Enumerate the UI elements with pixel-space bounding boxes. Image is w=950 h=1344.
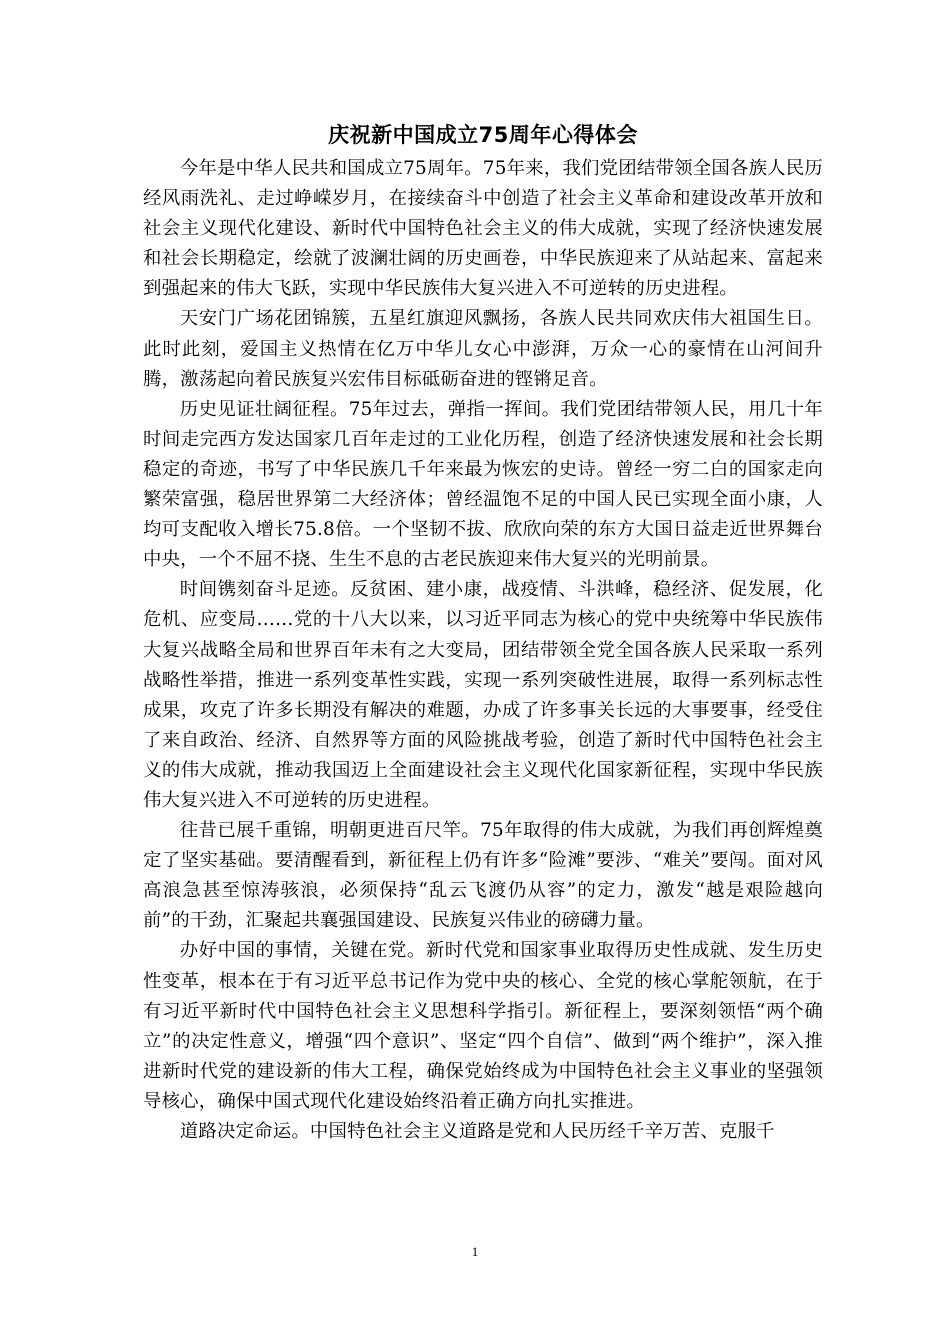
paragraph-6: 办好中国的事情，关键在党。新时代党和国家事业取得历史性成就、发生历史性变革，根本在于有习近平总书记作为党中央的核心、全党的核心掌舵领航，在于有习近平新时代中国特色社会主义思想科学指引。新征程上，要深刻领悟“两个确立”的决定性意义，增强“四个意识”、坚定“四个自信”、做到“两个维护”，深入推进新时代党的建设新的伟大工程，确保党始终成为中国特色社会主义事业的坚强领导核心，确保中国式现代化建设始终沿着正确方向扎实推进。 [143,940,823,1112]
document-body [143,154,823,1147]
paragraph-3: 历史见证壮阔征程。75年过去，弹指一挥间。我们党团结带领人民，用几十年时间走完西方发达国家几百年走过的工业化历程，创造了经济快速发展和社会长期稳定的奇迹，书写了中华民族几千年来最为恢宏的史诗。曾经一穷二白的国家走向繁荣富强，稳居世界第二大经济体；曾经温饱不足的中国人民已实现全面小康，人均可支配收入增长75.8倍。一个坚韧不拔、欣欣向荣的东方大国日益走近世界舞台中央，一个不屈不挠、生生不息的古老民族迎来伟大复兴的光明前景。 [143,398,823,571]
paragraph-7: 道路决定命运。中国特色社会主义道路是党和人民历经千辛万苦、克服千 [179,1121,775,1142]
page-number: 1 [471,1244,479,1259]
paragraph-4: 时间镌刻奋斗足迹。反贫困、建小康，战疫情、斗洪峰，稳经济、促发展，化危机、应变局……党的十八大以来，以习近平同志为核心的党中央统筹中华民族伟大复兴战略全局和世界百年未有之大变局，团结带领全党全国各族人民采取一系列战略性举措，推进一系列变革性实践，实现一系列突破性进展，取得一系列标志性成果，攻克了许多长期没有解决的难题，办成了许多事关长远的大事要事，经受住了来自政治、经济、自然界等方面的风险挑战考验，创造了新时代中国特色社会主义的伟大成就，推动我国迈上全面建设社会主义现代化国家新征程，实现中华民族伟大复兴进入不可逆转的历史进程。 [143,579,823,811]
paragraph-5: 往昔已展千重锦，明朝更进百尺竿。75年取得的伟大成就，为我们再创辉煌奠定了坚实基础。要清醒看到，新征程上仍有许多“险滩”要涉、“难关”要闯。面对风高浪急甚至惊涛骇浪，必须保持“乱云飞渡仍从容”的定力，激发“越是艰险越向前”的干劲，汇聚起共襄强国建设、民族复兴伟业的磅礴力量。 [143,820,823,932]
document-title: 庆祝新中国成立75周年心得体会 [328,123,638,147]
paragraph-1: 今年是中华人民共和国成立75周年。75年来，我们党团结带领全国各族人民历经风雨洗礼、走过峥嵘岁月，在接续奋斗中创造了社会主义革命和建设改革开放和社会主义现代化建设、新时代中国特色社会主义的伟大成就，实现了经济快速发展和社会长期稳定，绘就了波澜壮阔的历史画卷，中华民族迎来了从站起来、富起来到强起来的伟大飞跃，实现中华民族伟大复兴进入不可逆转的历史进程。 [143,158,823,300]
paragraph-2: 天安门广场花团锦簇，五星红旗迎风飘扬，各族人民共同欢庆伟大祖国生日。此时此刻，爱国主义热情在亿万中华儿女心中澎湃，万众一心的豪情在山河间升腾，激荡起向着民族复兴宏伟目标砥砺奋进的铿锵足音。 [143,308,823,390]
